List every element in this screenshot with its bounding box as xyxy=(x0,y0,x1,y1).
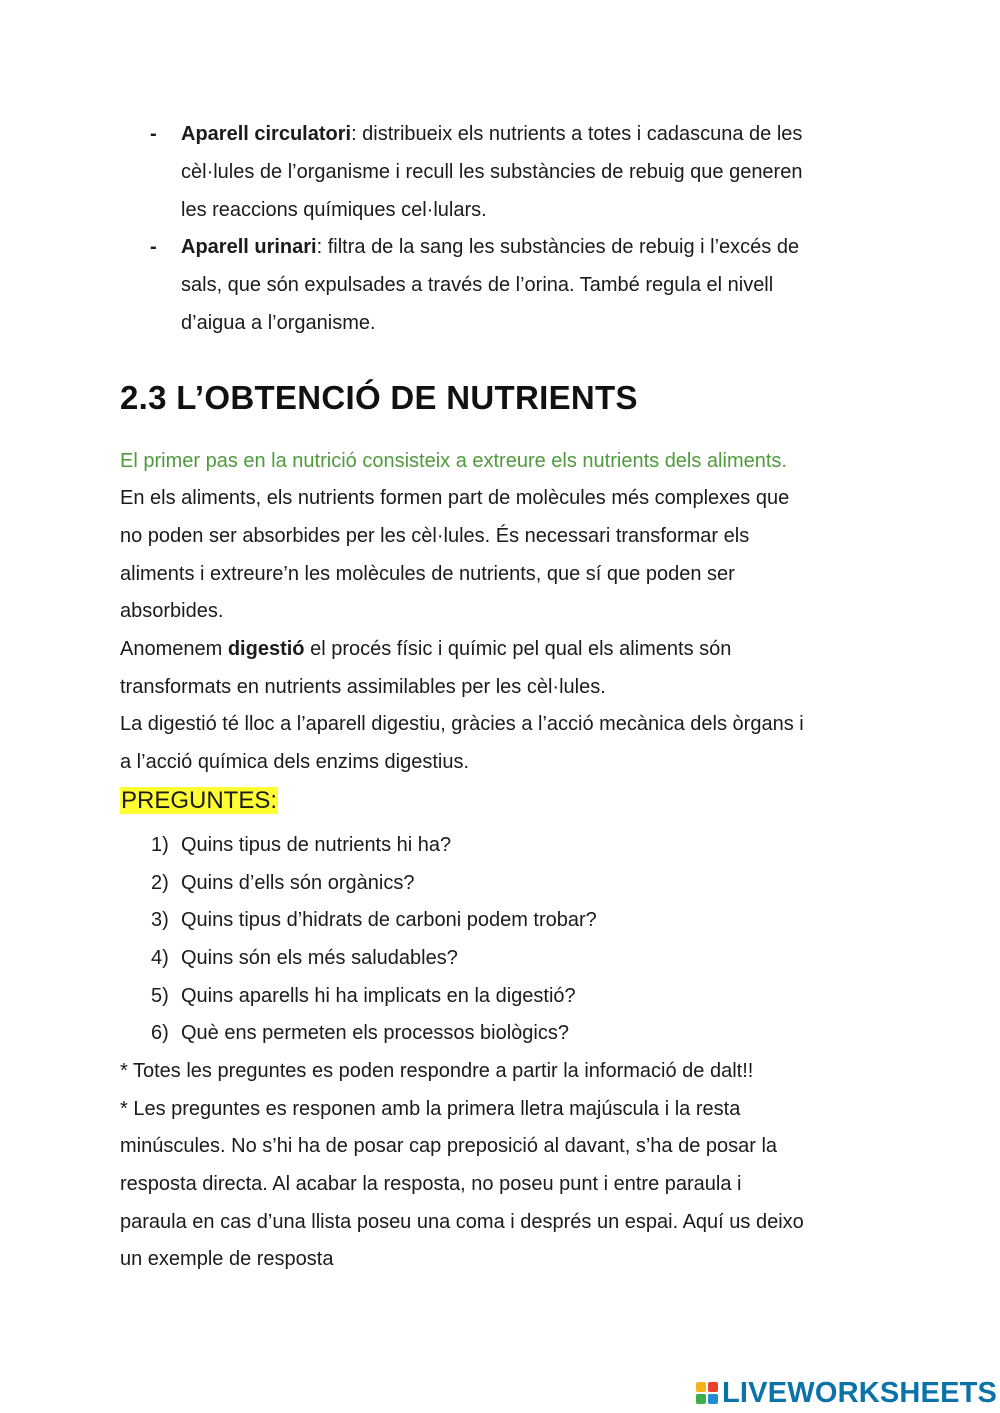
list-item-text: : distribueix els nutrients a totes i cadascuna de les xyxy=(351,123,803,145)
term-circulatori: Aparell circulatori xyxy=(181,123,352,145)
question-number: 6) xyxy=(151,1022,169,1044)
paragraph-line: En els aliments, els nutrients formen part de molècules més complexes que xyxy=(120,487,790,509)
text-span: Anomenem xyxy=(120,638,228,660)
paragraph-line: absorbides. xyxy=(120,600,224,622)
list-item-line xyxy=(181,235,799,259)
question-text: Quins d’ells són orgànics? xyxy=(181,872,415,894)
question-text: Quins tipus de nutrients hi ha? xyxy=(181,834,452,856)
question-text: Quins tipus d’hidrats de carboni podem trobar? xyxy=(181,909,597,931)
question-number: 1) xyxy=(151,834,169,856)
term-urinari: Aparell urinari xyxy=(181,236,317,258)
note-line: * Totes les preguntes es poden respondre a partir la informació de dalt!! xyxy=(120,1060,754,1082)
list-item-line: d’aigua a l’organisme. xyxy=(181,312,376,334)
list-item-text: : filtra de la sang les substàncies de rebuig i l’excés de xyxy=(316,236,800,258)
list-item-line: sals, que són expulsades a través de l’orina. També regula el nivell xyxy=(181,274,774,296)
question-text: Quins són els més saludables? xyxy=(181,947,458,969)
logo-block xyxy=(696,1382,706,1392)
term-digestio: digestió xyxy=(227,638,305,660)
text-span: el procés físic i químic pel qual els aliments són xyxy=(304,638,732,660)
paragraph-line xyxy=(120,637,731,661)
question-number: 3) xyxy=(151,909,169,931)
logo-block xyxy=(708,1382,718,1392)
note-line: resposta directa. Al acabar la resposta, no poseu punt i entre paraula i xyxy=(120,1173,742,1195)
section-heading: 2.3 L’OBTENCIÓ DE NUTRIENTS xyxy=(120,379,638,416)
paragraph-line: a l’acció química dels enzims digestius. xyxy=(120,751,470,773)
note-line: minúscules. No s’hi ha de posar cap preposició al davant, s’ha de posar la xyxy=(120,1135,778,1157)
question-number: 4) xyxy=(151,947,169,969)
question-text: Què ens permeten els processos biològics? xyxy=(181,1022,569,1044)
paragraph-line: transformats en nutrients assimilables per les cèl·lules. xyxy=(120,676,606,698)
logo-blocks-icon xyxy=(696,1382,718,1404)
paragraph-line: no poden ser absorbides per les cèl·lules. És necessari transformar els xyxy=(120,525,750,547)
list-item-line: cèl·lules de l’organisme i recull les substàncies de rebuig que generen xyxy=(181,161,803,183)
note-line: un exemple de resposta xyxy=(120,1248,334,1270)
liveworksheets-logo[interactable] xyxy=(696,1375,997,1411)
paragraph-line: aliments i extreure’n les molècules de nutrients, que sí que poden ser xyxy=(120,563,735,585)
note-line: * Les preguntes es responen amb la primera lletra majúscula i la resta xyxy=(120,1098,741,1120)
question-number: 5) xyxy=(151,985,169,1007)
intro-text: El primer pas en la nutrició consisteix a extreure els nutrients dels aliments. xyxy=(120,450,787,472)
list-bullet: - xyxy=(150,236,157,258)
question-text: Quins aparells hi ha implicats en la digestió? xyxy=(181,985,576,1007)
highlighted-label: PREGUNTES: xyxy=(121,787,278,814)
question-number: 2) xyxy=(151,872,169,894)
list-bullet: - xyxy=(150,123,157,145)
note-line: paraula en cas d’una llista poseu una coma i després un espai. Aquí us deixo xyxy=(120,1211,804,1233)
paragraph-line: La digestió té lloc a l’aparell digestiu, gràcies a l’acció mecànica dels òrgans i xyxy=(120,713,804,735)
list-item-line: les reaccions químiques cel·lulars. xyxy=(181,199,487,221)
logo-block xyxy=(696,1394,706,1404)
questions-label xyxy=(120,786,278,817)
brand-name: LIVEWORKSHEETS xyxy=(722,1377,998,1409)
logo-block xyxy=(708,1394,718,1404)
list-item-line xyxy=(181,122,802,146)
